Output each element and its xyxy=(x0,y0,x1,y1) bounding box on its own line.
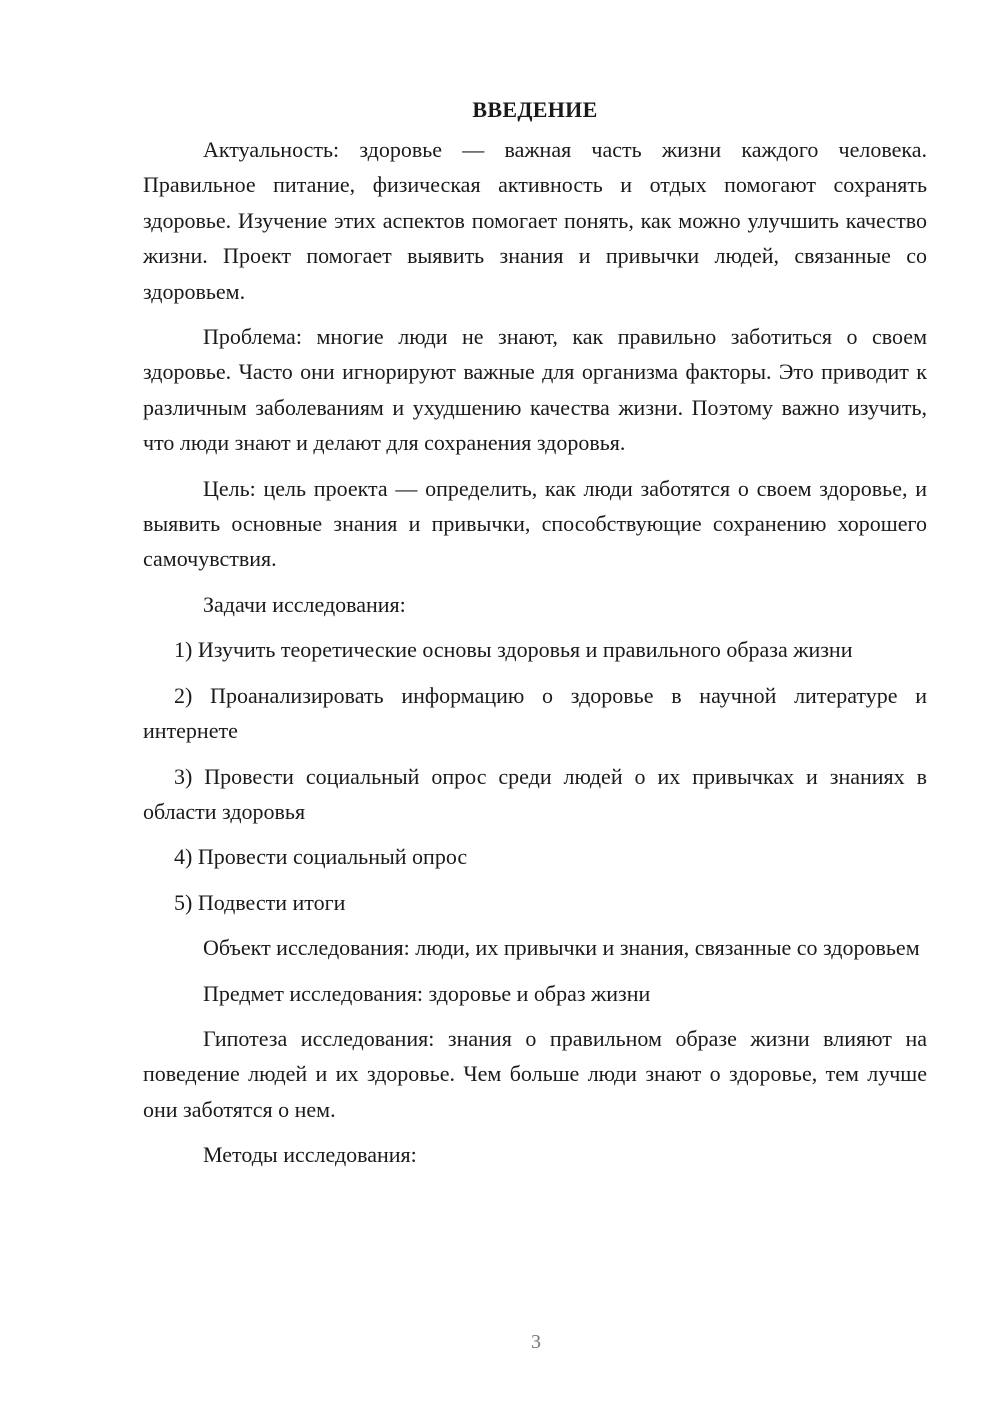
object-paragraph: Объект исследования: люди, их привычки и знания, связанные со здоровьем xyxy=(203,935,920,961)
tasks-heading: Задачи исследования: xyxy=(203,591,406,617)
section-title: ВВЕДЕНИЕ xyxy=(472,97,598,122)
problem-paragraph: Проблема: многие люди не знают, как правильно заботиться о своем здоровье. Часто они игнорируют важные для организма факторы. Это приводит к различным заболеваниям и ухудшению качества жизни. Поэтому важно изучить, что люди знают и делают для сохранения здоровья. xyxy=(143,324,927,456)
page-content xyxy=(143,92,927,1183)
subject-paragraph: Предмет исследования: здоровье и образ жизни xyxy=(203,980,651,1006)
relevance-paragraph: Актуальность: здоровье — важная часть жизни каждого человека. Правильное питание, физическая активность и отдых помогают сохранять здоровье. Изучение этих аспектов помогает понять, как можно улучшить качество жизни. Проект помогает выявить знания и привычки людей, связанные со здоровьем. xyxy=(143,137,927,304)
hypothesis-paragraph: Гипотеза исследования: знания о правильном образе жизни влияют на поведение людей и их здоровье. Чем больше люди знают о здоровье, тем лучше они заботятся о нем. xyxy=(143,1025,927,1122)
methods-paragraph: Методы исследования: xyxy=(203,1142,417,1168)
task-item-4: 4) Провести социальный опрос xyxy=(174,844,468,870)
goal-paragraph: Цель: цель проекта — определить, как люди заботятся о своем здоровье, и выявить основные знания и привычки, способствующие сохранению хорошего самочувствия. xyxy=(143,475,927,572)
task-item-2: 2) Проанализировать информацию о здоровье в научной литературе и интернете xyxy=(143,682,927,744)
task-item-1: 1) Изучить теоретические основы здоровья и правильного образа жизни xyxy=(174,637,853,663)
task-item-5: 5) Подвести итоги xyxy=(174,889,346,915)
page-number: 3 xyxy=(531,1331,541,1353)
task-item-3: 3) Провести социальный опрос среди людей о их привычках и знаниях в области здоровья xyxy=(143,763,927,824)
